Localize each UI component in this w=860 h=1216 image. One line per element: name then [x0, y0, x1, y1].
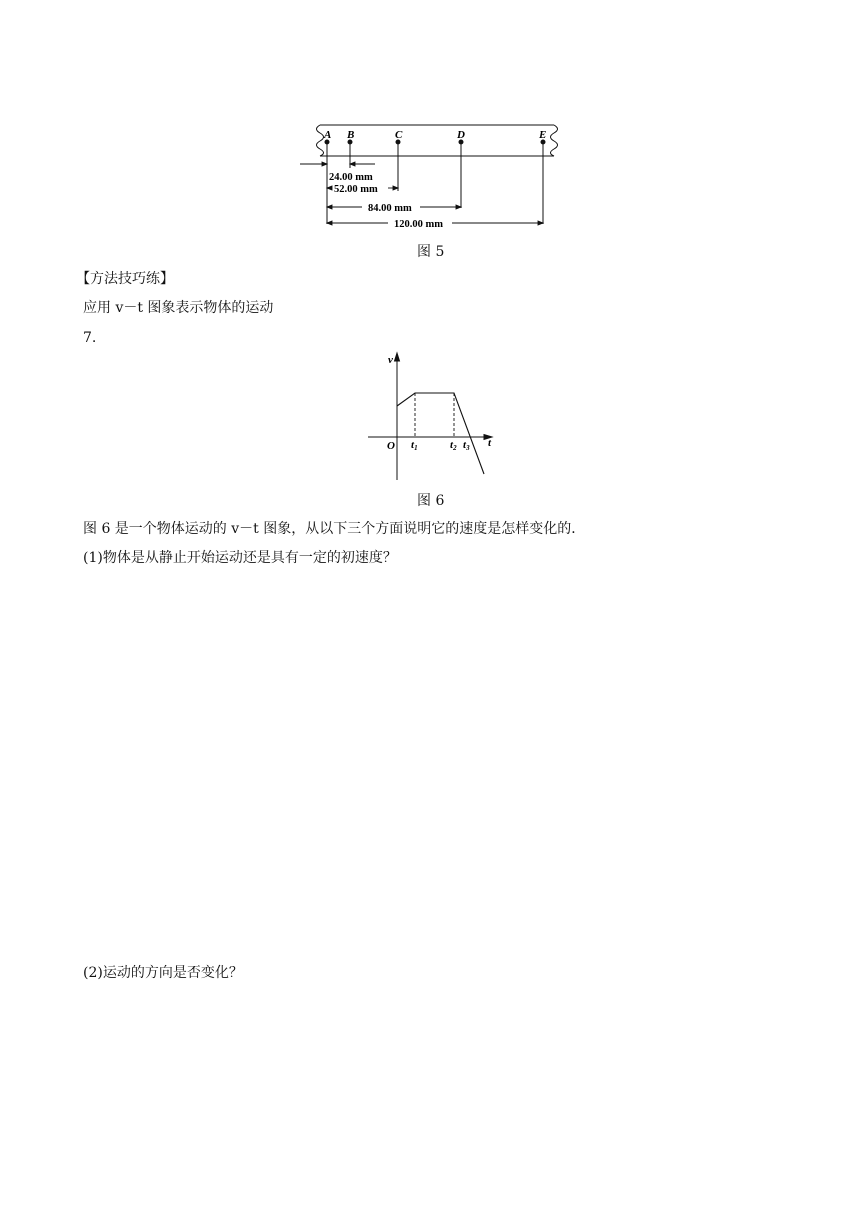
question-intro: 图 6 是一个物体运动的 v－t 图象，从以下三个方面说明它的速度是怎样变化的．	[83, 521, 586, 537]
origin-label: O	[387, 440, 395, 452]
figure-5-tape-diagram	[300, 118, 570, 230]
dimension-ad: 84.00 mm	[368, 203, 412, 214]
point-label-b: B	[347, 129, 355, 141]
point-label-d: D	[457, 129, 465, 141]
axis-t-label: t	[488, 437, 492, 449]
dimension-ab: 24.00 mm	[329, 172, 373, 183]
point-label-a: A	[324, 129, 332, 141]
dimension-ac: 52.00 mm	[334, 184, 378, 195]
axes	[368, 353, 492, 480]
guide-lines	[415, 393, 454, 437]
figure-6-vt-graph	[362, 350, 502, 484]
question-1: (1)物体是从静止开始运动还是具有一定的初速度？	[83, 550, 397, 566]
point-label-e: E	[539, 129, 547, 141]
t1-label: t1	[411, 439, 418, 452]
point-label-c: C	[395, 129, 403, 141]
topic-line: 应用 v－t 图象表示物体的运动	[83, 300, 274, 316]
t2-label: t2	[450, 439, 457, 452]
problem-number: 7.	[83, 330, 97, 346]
dimension-ae: 120.00 mm	[394, 219, 443, 230]
velocity-curve	[397, 393, 484, 474]
figure-6-caption: 图 6	[417, 493, 445, 509]
section-heading: 【方法技巧练】	[76, 271, 174, 287]
t3-label: t3	[463, 439, 470, 452]
axis-v-label: v	[388, 354, 393, 366]
question-2: (2)运动的方向是否变化？	[83, 965, 243, 981]
figure-5-caption: 图 5	[417, 244, 445, 260]
